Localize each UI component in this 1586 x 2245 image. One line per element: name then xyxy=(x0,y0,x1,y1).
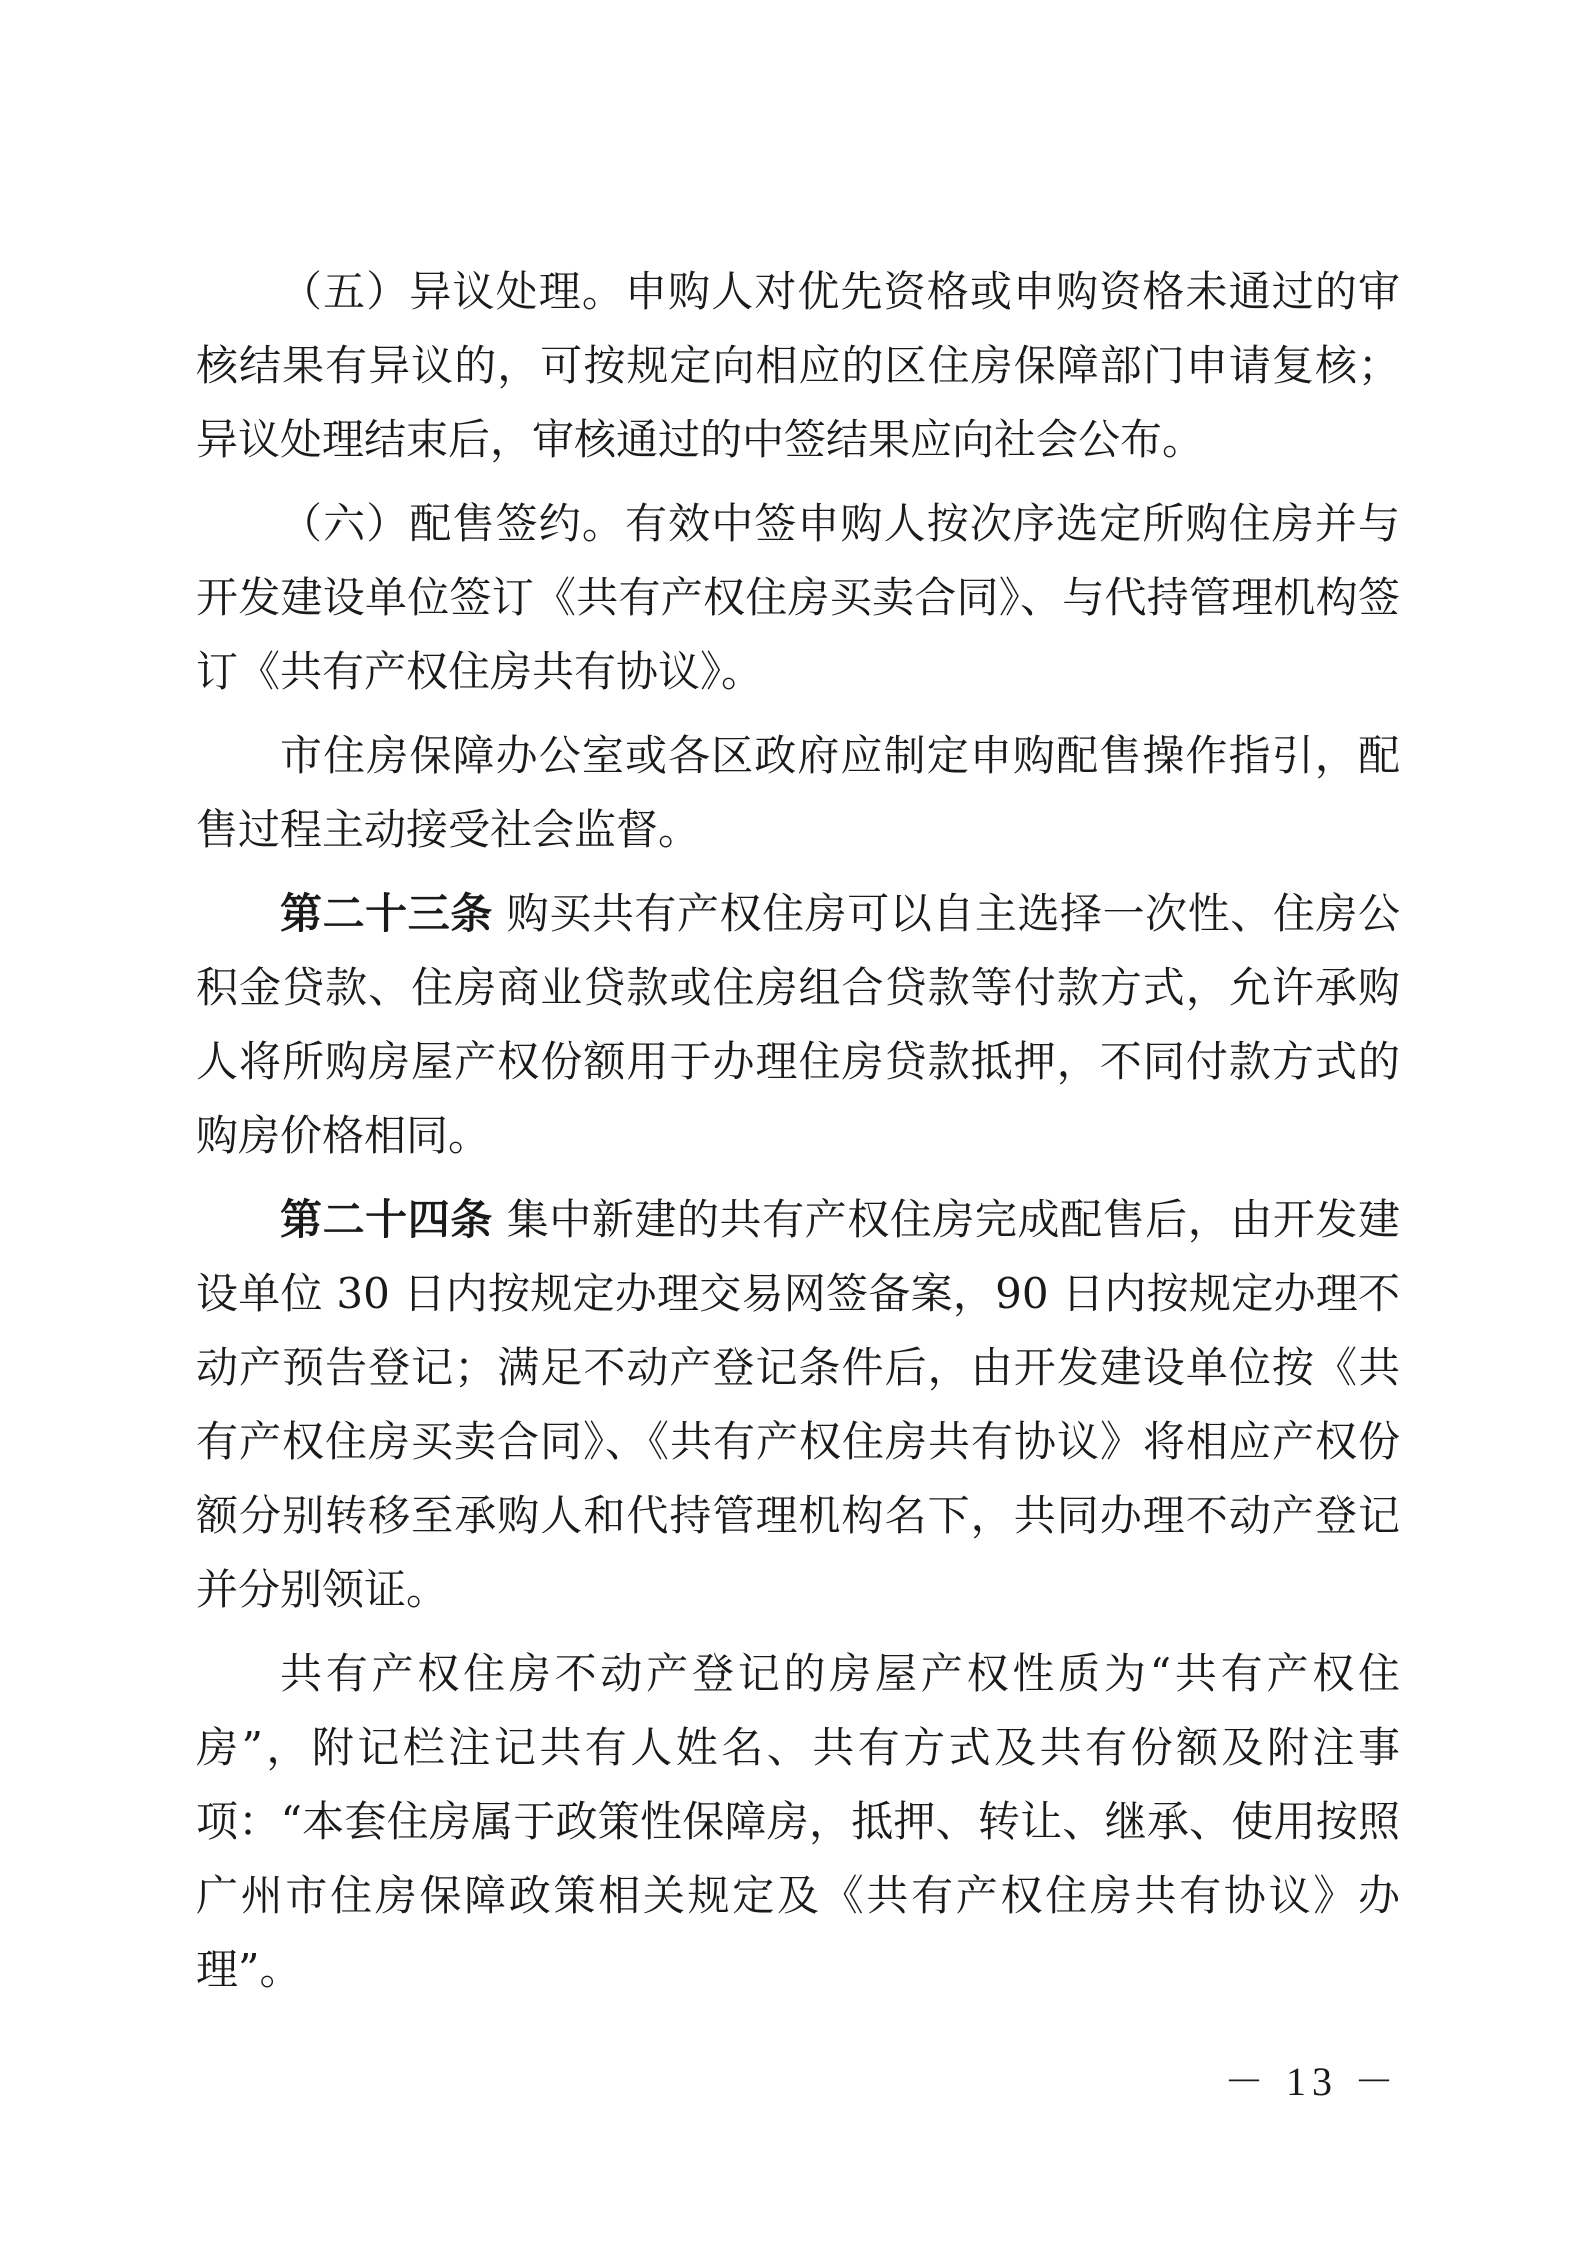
paragraph-article-23 xyxy=(196,877,1400,1173)
document-body xyxy=(196,255,1400,2007)
article-24-text: 集中新建的共有产权住房完成配售后，由开发建设单位 30 日内按规定办理交易网签备案，90 日内按规定办理不动产预告登记；满足不动产登记条件后，由开发建设单位按《共有产权住房买卖合同》、《共有产权住房共有协议》将相应产权份额分别转移至承购人和代持管理机构名下，共同办理不动产登记并分别领证。 xyxy=(196,1195,1400,1614)
paragraph-operation-guidelines: 市住房保障办公室或各区政府应制定申购配售操作指引，配售过程主动接受社会监督。 xyxy=(196,731,1400,854)
paragraph-article-24 xyxy=(196,1183,1400,1627)
article-23-text: 购买共有产权住房可以自主选择一次性、住房公积金贷款、住房商业贷款或住房组合贷款等付款方式，允许承购人将所购房屋产权份额用于办理住房贷款抵押，不同付款方式的购房价格相同。 xyxy=(196,889,1400,1160)
page-number: － 13 － xyxy=(1224,2059,1400,2104)
paragraph-registration-nature: 共有产权住房不动产登记的房屋产权性质为“共有产权住房”，附记栏注记共有人姓名、共有方式及共有份额及附注事项：“本套住房属于政策性保障房，抵押、转让、继承、使用按照广州市住房保障政策相关规定及《共有产权住房共有协议》办理”。 xyxy=(196,1649,1400,1994)
article-24-label: 第二十四条 xyxy=(280,1195,493,1244)
paragraph-objection-handling: （五）异议处理。申购人对优先资格或申购资格未通过的审核结果有异议的，可按规定向相应的区住房保障部门申请复核；异议处理结束后，审核通过的中签结果应向社会公布。 xyxy=(196,267,1400,464)
paragraph-allocation-signing: （六）配售签约。有效中签申购人按次序选定所购住房并与开发建设单位签订《共有产权住房买卖合同》、与代持管理机构签订《共有产权住房共有协议》。 xyxy=(196,499,1400,696)
article-23-label: 第二十三条 xyxy=(280,889,493,938)
